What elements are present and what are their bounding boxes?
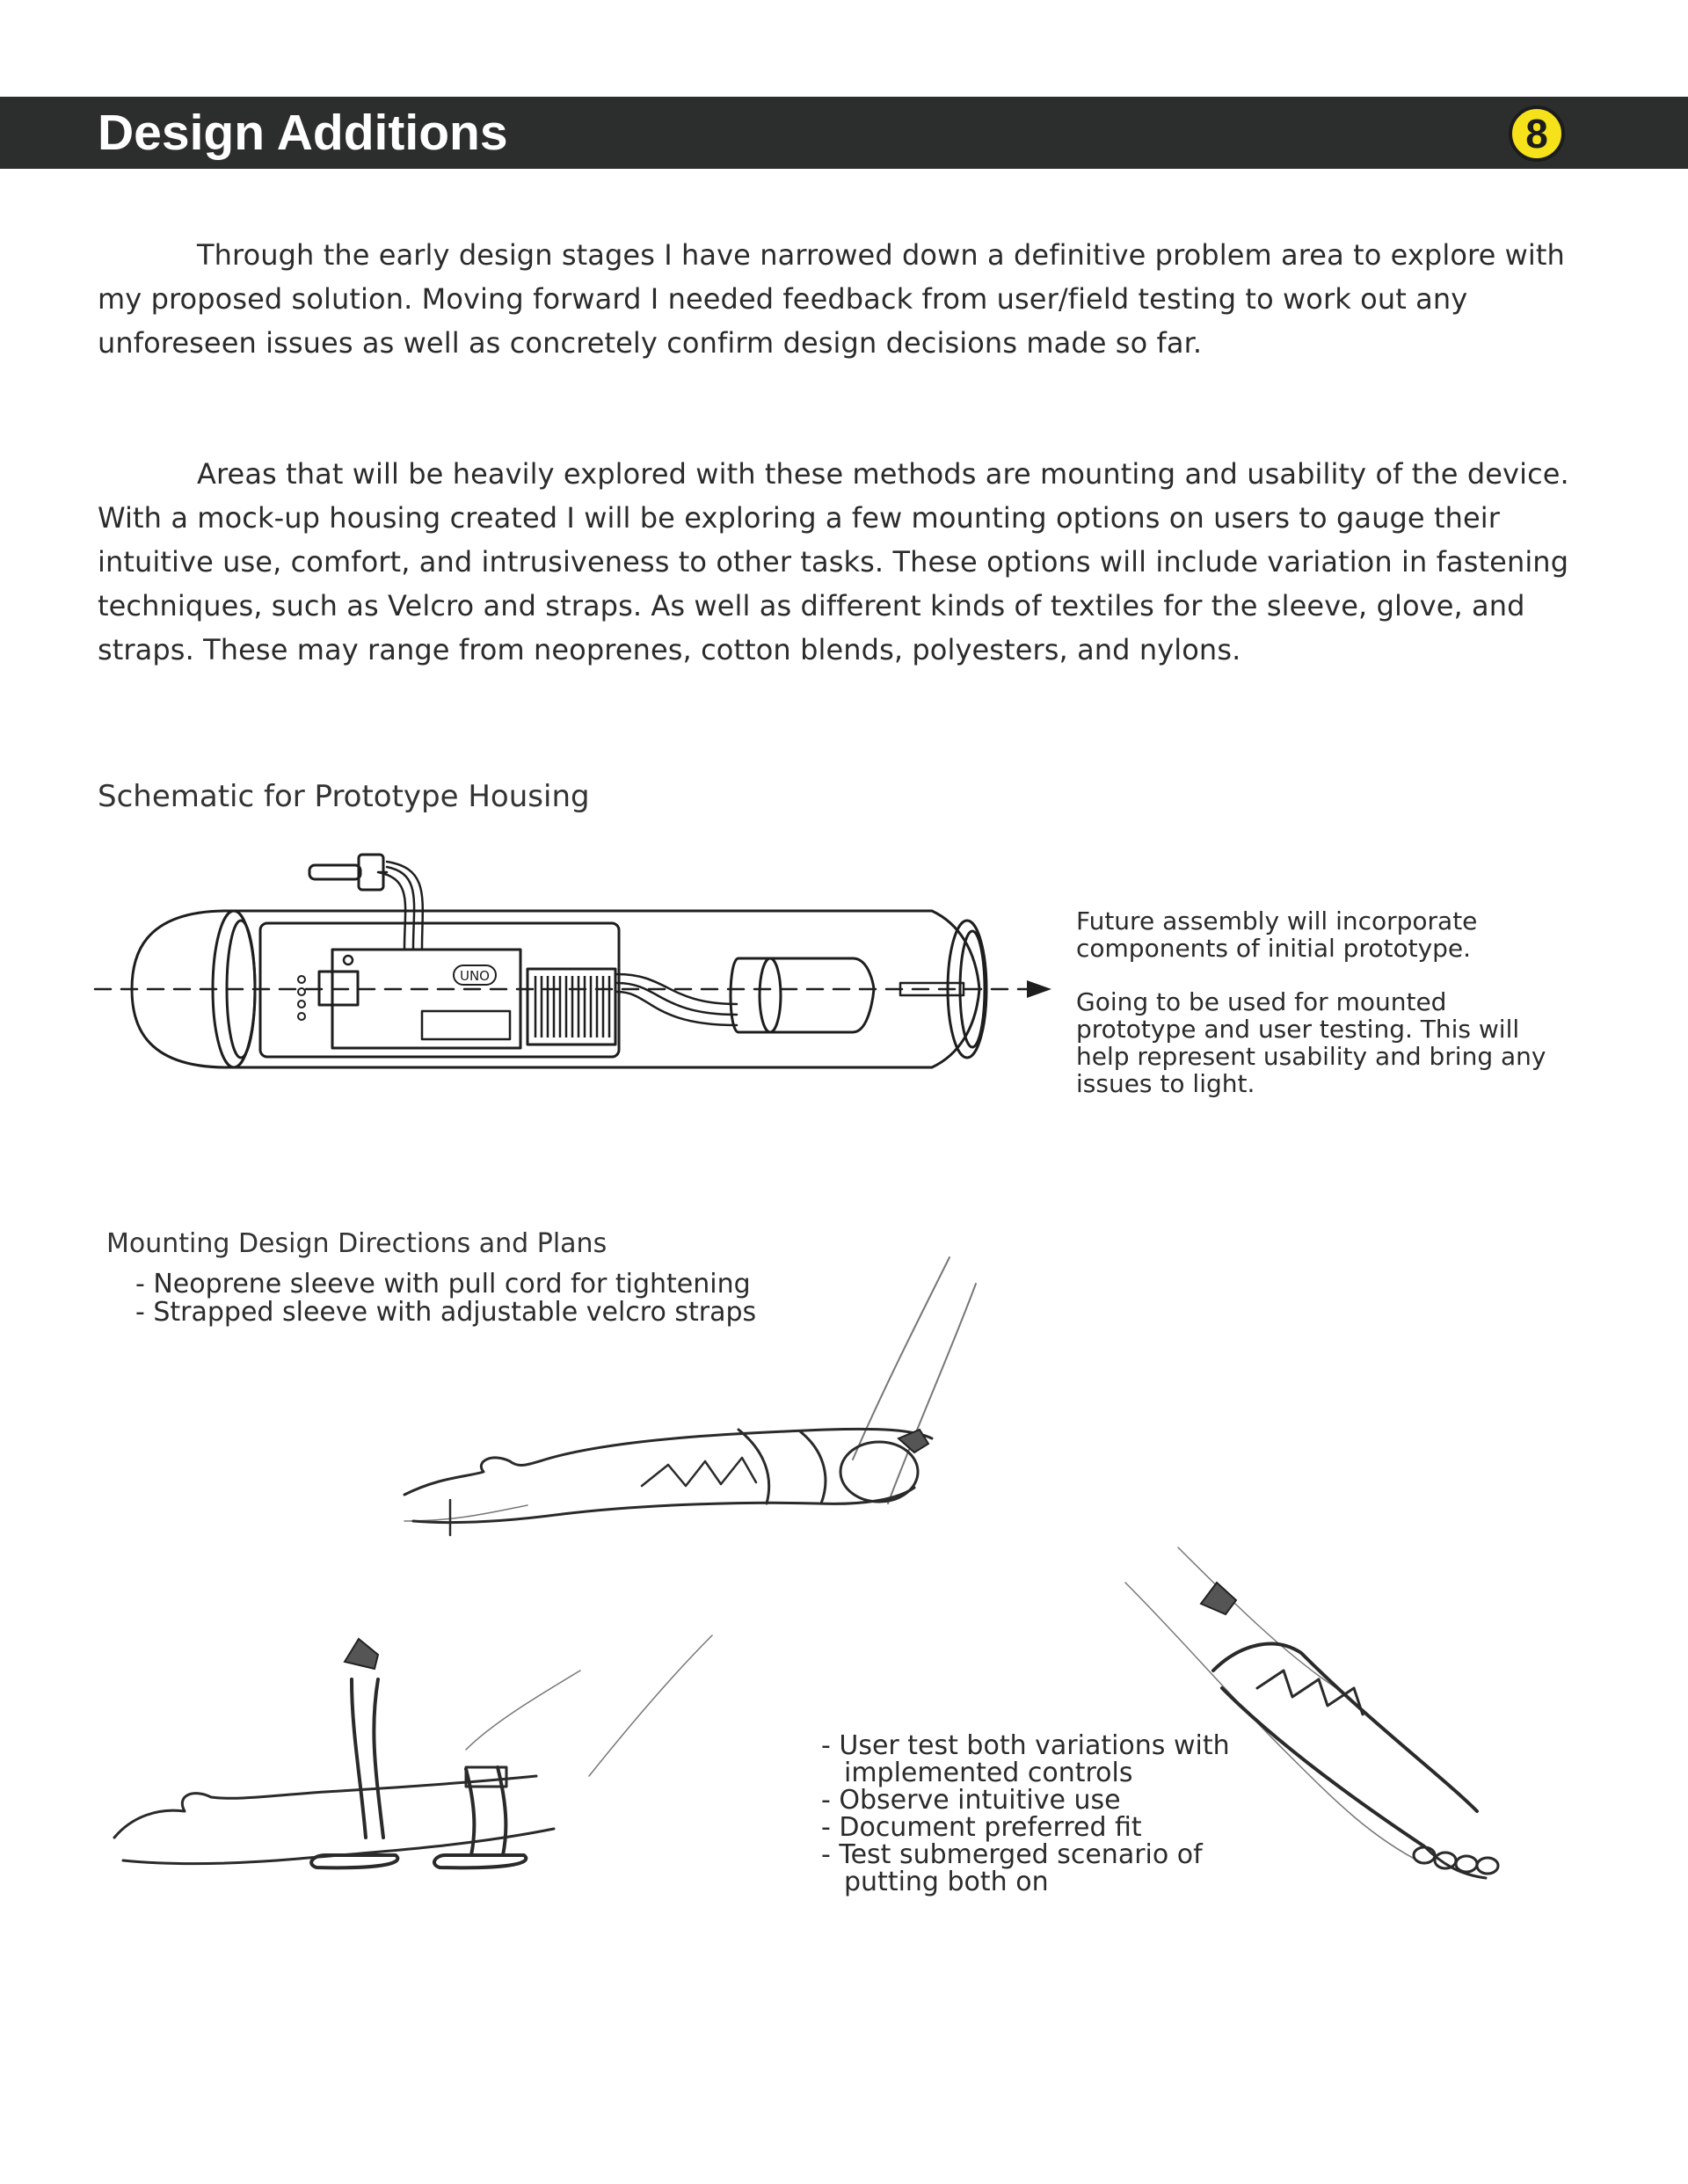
schematic-note-1-line: Future assembly will incorporate (1076, 906, 1478, 935)
intro-paragraph-2: Areas that will be heavily explored with these methods are mounting and usability of the device. With a mock-up housing created I will be exploring a few mounting options on users to gauge their intuitive use, comfort, and intrusiveness to other tasks. These options will include variation in fastening techniques, such as Velcro and straps. As well as different kinds of textiles for the sleeve, glove, and straps. These may range from neoprenes, cotton blends, polyesters, and nylons. (98, 457, 1569, 666)
mounting-title: Mounting Design Directions and Plans (106, 1228, 608, 1259)
list-item: - Strapped sleeve with adjustable velcro straps (135, 1297, 757, 1328)
intro-paragraph-1: Through the early design stages I have narrowed down a definitive problem area to explore with my proposed solution. Moving forward I needed feedback from user/field testing to work out any unforeseen issues as well as concretely confirm design decisions made so far. (98, 238, 1565, 360)
neoprene-sleeve-sketch-icon (387, 1257, 985, 1556)
schematic-notes (1076, 907, 1604, 1097)
schematic-note-2-line: Going to be used for mounted (1076, 987, 1447, 1016)
prototype-housing-schematic-icon (0, 835, 1073, 1134)
testing-plan-list (821, 1732, 1230, 1896)
list-item (821, 1787, 1230, 1814)
schematic-title: Schematic for Prototype Housing (98, 779, 590, 814)
schematic-note-1 (1076, 907, 1604, 962)
uno-board-label: UNO (459, 968, 491, 984)
list-item (821, 1841, 1230, 1896)
schematic-note-2-line: prototype and user testing. This will (1076, 1015, 1520, 1044)
list-item-text: - Observe intuitive use (821, 1785, 1121, 1816)
strapped-sleeve-sketch-icon (97, 1600, 800, 1882)
page-number-badge: 8 (1509, 106, 1565, 162)
list-item-text: - User test both variations with (821, 1730, 1230, 1761)
schematic-note-2 (1076, 988, 1604, 1097)
schematic-note-2-line: issues to light. (1076, 1069, 1255, 1098)
list-item (821, 1732, 1230, 1787)
schematic-note-1-line: components of initial prototype. (1076, 934, 1472, 963)
list-item: - Neoprene sleeve with pull cord for tightening (135, 1269, 751, 1299)
list-item-text: - Document preferred fit (821, 1812, 1142, 1843)
page-title: Design Additions (98, 105, 508, 161)
schematic-note-2-line: help represent usability and bring any (1076, 1042, 1546, 1071)
list-item-text: - Test submerged scenario of (821, 1839, 1203, 1870)
list-item-continuation: implemented controls (844, 1758, 1133, 1788)
list-item (821, 1814, 1230, 1841)
list-item-continuation: putting both on (844, 1867, 1049, 1897)
